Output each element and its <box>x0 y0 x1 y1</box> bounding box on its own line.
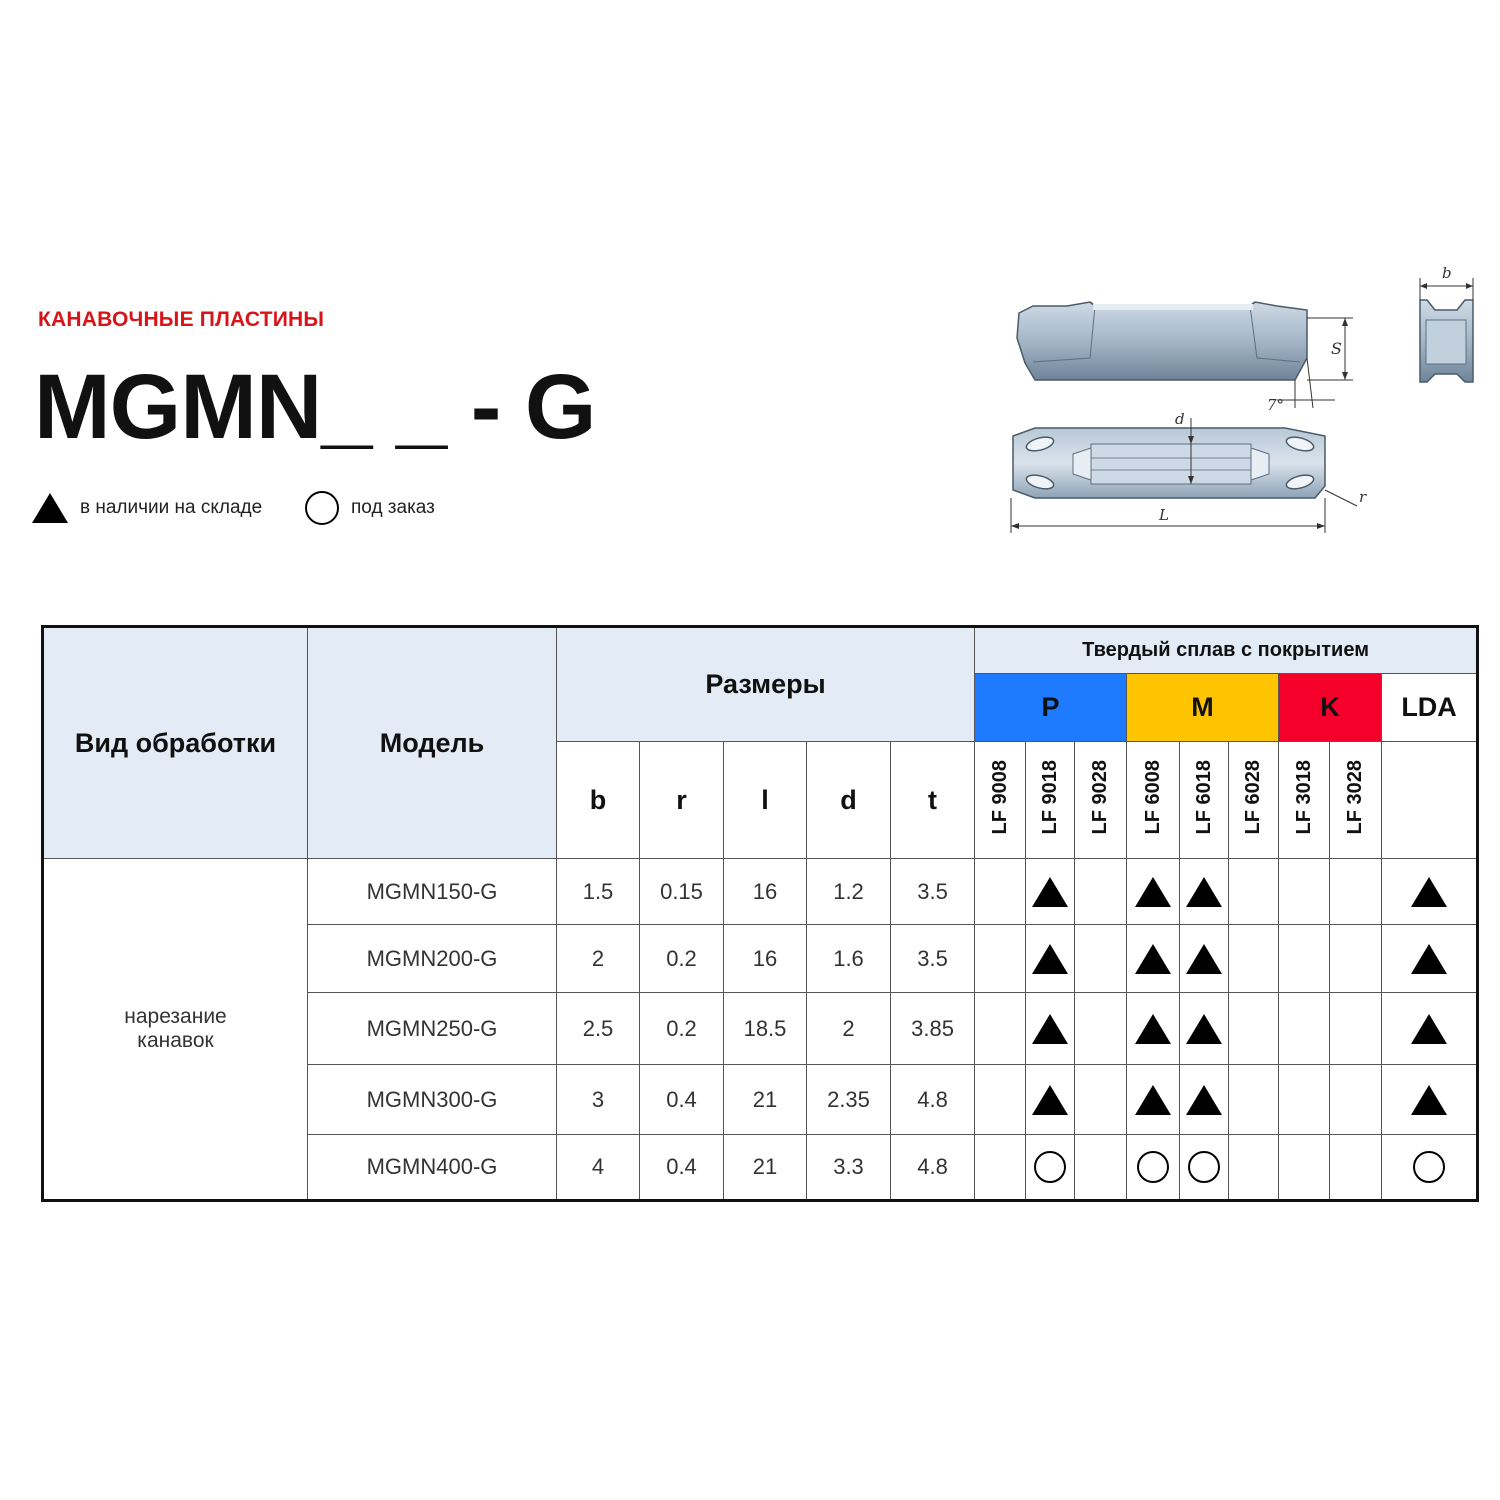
dim-cell-r: 0.2 <box>640 925 724 993</box>
dim-cell-t: 3.85 <box>891 993 975 1065</box>
page-title: MGMN_ _ - G <box>34 356 596 458</box>
availability-cell <box>1279 1135 1330 1201</box>
availability-cell <box>1229 925 1279 993</box>
model-cell: MGMN150-G <box>308 859 557 925</box>
grade-header <box>975 742 1026 859</box>
availability-cell <box>1075 1135 1127 1201</box>
availability-cell <box>1026 993 1075 1065</box>
grade-label: LF 3018 <box>1292 760 1315 835</box>
dim-cell-d: 2 <box>807 993 891 1065</box>
grade-header <box>1127 742 1180 859</box>
availability-cell <box>1382 1135 1478 1201</box>
availability-cell <box>1180 1135 1229 1201</box>
availability-cell <box>1026 859 1075 925</box>
dim-cell-t: 3.5 <box>891 859 975 925</box>
group-lda: LDA <box>1382 674 1478 742</box>
circle-icon <box>305 491 339 525</box>
availability-cell <box>1279 1065 1330 1135</box>
availability-cell <box>1026 1065 1075 1135</box>
dim-cell-r: 0.2 <box>640 993 724 1065</box>
availability-cell <box>1127 1135 1180 1201</box>
availability-cell <box>1279 925 1330 993</box>
dim-cell-d: 1.2 <box>807 859 891 925</box>
in-stock-triangle-icon <box>1411 877 1447 907</box>
availability-cell <box>975 1135 1026 1201</box>
l-label: L <box>1159 506 1169 524</box>
grade-header <box>1279 742 1330 859</box>
spec-table <box>41 625 1479 1202</box>
availability-cell <box>1229 1065 1279 1135</box>
grade-header <box>1330 742 1382 859</box>
in-stock-triangle-icon <box>1186 944 1222 974</box>
dim-cell-b: 1.5 <box>557 859 640 925</box>
on-order-circle-icon <box>1413 1151 1445 1183</box>
group-p: P <box>975 674 1127 742</box>
end-view <box>1420 264 1473 382</box>
in-stock-triangle-icon <box>1186 1085 1222 1115</box>
dim-cell-b: 2.5 <box>557 993 640 1065</box>
availability-cell <box>975 1065 1026 1135</box>
process-text: канавок <box>137 1029 214 1052</box>
model-cell: MGMN400-G <box>308 1135 557 1201</box>
model-cell: MGMN250-G <box>308 993 557 1065</box>
availability-cell <box>1127 1065 1180 1135</box>
in-stock-triangle-icon <box>1135 1014 1171 1044</box>
dim-cell-l: 16 <box>724 859 807 925</box>
availability-cell <box>1026 1135 1075 1201</box>
in-stock-triangle-icon <box>1032 1085 1068 1115</box>
availability-cell <box>1180 859 1229 925</box>
model-header: Модель <box>308 627 557 859</box>
on-order-circle-icon <box>1034 1151 1066 1183</box>
in-stock-triangle-icon <box>1186 1014 1222 1044</box>
availability-cell <box>1330 859 1382 925</box>
on-order-circle-icon <box>1137 1151 1169 1183</box>
dim-header-d: d <box>807 742 891 859</box>
process-text: нарезание <box>124 1005 227 1028</box>
availability-cell <box>1180 1065 1229 1135</box>
dim-cell-d: 3.3 <box>807 1135 891 1201</box>
dim-cell-b: 3 <box>557 1065 640 1135</box>
dim-cell-t: 3.5 <box>891 925 975 993</box>
b-label: b <box>1442 264 1452 282</box>
grade-label: LF 3028 <box>1344 760 1367 835</box>
model-cell: MGMN200-G <box>308 925 557 993</box>
dim-cell-r: 0.4 <box>640 1135 724 1201</box>
dim-header-l: l <box>724 742 807 859</box>
availability-cell <box>1229 1135 1279 1201</box>
availability-cell <box>1127 993 1180 1065</box>
model-cell: MGMN300-G <box>308 1065 557 1135</box>
in-stock-triangle-icon <box>1032 877 1068 907</box>
availability-cell <box>1279 859 1330 925</box>
availability-cell <box>1075 1065 1127 1135</box>
process-cell <box>43 859 308 1201</box>
legend-on-order <box>305 488 435 528</box>
group-m: M <box>1127 674 1279 742</box>
dim-cell-b: 4 <box>557 1135 640 1201</box>
availability-cell <box>1382 859 1478 925</box>
grade-label: LF 9008 <box>988 760 1011 835</box>
availability-cell <box>1075 859 1127 925</box>
d-label: d <box>1175 410 1185 428</box>
dim-cell-r: 0.15 <box>640 859 724 925</box>
grade-label: LF 6028 <box>1242 760 1265 835</box>
legend-on-order-label: под заказ <box>351 497 435 518</box>
insert-drawing <box>995 258 1485 538</box>
availability-cell <box>975 993 1026 1065</box>
r-label: r <box>1359 488 1367 506</box>
availability-cell <box>1382 993 1478 1065</box>
triangle-icon <box>32 493 68 523</box>
in-stock-triangle-icon <box>1135 877 1171 907</box>
dim-cell-l: 21 <box>724 1065 807 1135</box>
grade-header <box>1075 742 1127 859</box>
availability-cell <box>1180 993 1229 1065</box>
availability-cell <box>1127 925 1180 993</box>
coated-carbide-header: Твердый сплав с покрытием <box>975 627 1478 674</box>
dim-cell-d: 1.6 <box>807 925 891 993</box>
dim-header-r: r <box>640 742 724 859</box>
grade-header <box>1180 742 1229 859</box>
angle-label: 7° <box>1267 396 1285 414</box>
grade-header <box>1026 742 1075 859</box>
availability-cell <box>1382 925 1478 993</box>
availability-cell <box>1279 993 1330 1065</box>
availability-cell <box>1180 925 1229 993</box>
top-view <box>1011 410 1367 533</box>
in-stock-triangle-icon <box>1135 944 1171 974</box>
side-view <box>1017 302 1353 414</box>
availability-cell <box>1330 1065 1382 1135</box>
in-stock-triangle-icon <box>1032 1014 1068 1044</box>
grade-label: LF 9028 <box>1089 760 1112 835</box>
grade-label: LF 6008 <box>1141 760 1164 835</box>
in-stock-triangle-icon <box>1411 944 1447 974</box>
dim-cell-l: 16 <box>724 925 807 993</box>
dim-header-t: t <box>891 742 975 859</box>
s-label: S <box>1331 339 1342 358</box>
grade-label: LF 9018 <box>1038 760 1061 835</box>
in-stock-triangle-icon <box>1135 1085 1171 1115</box>
availability-cell <box>1330 993 1382 1065</box>
availability-cell <box>1330 925 1382 993</box>
availability-cell <box>1075 993 1127 1065</box>
availability-cell <box>1075 925 1127 993</box>
dim-cell-b: 2 <box>557 925 640 993</box>
grade-header-lda <box>1382 742 1478 859</box>
dim-cell-t: 4.8 <box>891 1065 975 1135</box>
availability-cell <box>1229 859 1279 925</box>
availability-cell <box>1382 1065 1478 1135</box>
dim-header-b: b <box>557 742 640 859</box>
table-body <box>43 859 1478 1201</box>
dimensions-header: Размеры <box>557 627 975 742</box>
dim-cell-t: 4.8 <box>891 1135 975 1201</box>
process-header: Вид обработки <box>43 627 308 859</box>
table-row <box>43 859 1478 925</box>
dim-cell-l: 21 <box>724 1135 807 1201</box>
legend-in-stock-label: в наличии на складе <box>80 497 263 518</box>
availability-cell <box>1229 993 1279 1065</box>
in-stock-triangle-icon <box>1411 1014 1447 1044</box>
availability-cell <box>975 925 1026 993</box>
legend-in-stock <box>32 488 262 528</box>
group-k: K <box>1279 674 1382 742</box>
availability-cell <box>975 859 1026 925</box>
in-stock-triangle-icon <box>1186 877 1222 907</box>
grade-header <box>1229 742 1279 859</box>
in-stock-triangle-icon <box>1032 944 1068 974</box>
in-stock-triangle-icon <box>1411 1085 1447 1115</box>
dim-cell-l: 18.5 <box>724 993 807 1065</box>
grade-label: LF 6018 <box>1192 760 1215 835</box>
availability-cell <box>1026 925 1075 993</box>
dim-cell-d: 2.35 <box>807 1065 891 1135</box>
on-order-circle-icon <box>1188 1151 1220 1183</box>
dim-cell-r: 0.4 <box>640 1065 724 1135</box>
availability-cell <box>1127 859 1180 925</box>
category-label: КАНАВОЧНЫЕ ПЛАСТИНЫ <box>38 308 325 331</box>
availability-cell <box>1330 1135 1382 1201</box>
